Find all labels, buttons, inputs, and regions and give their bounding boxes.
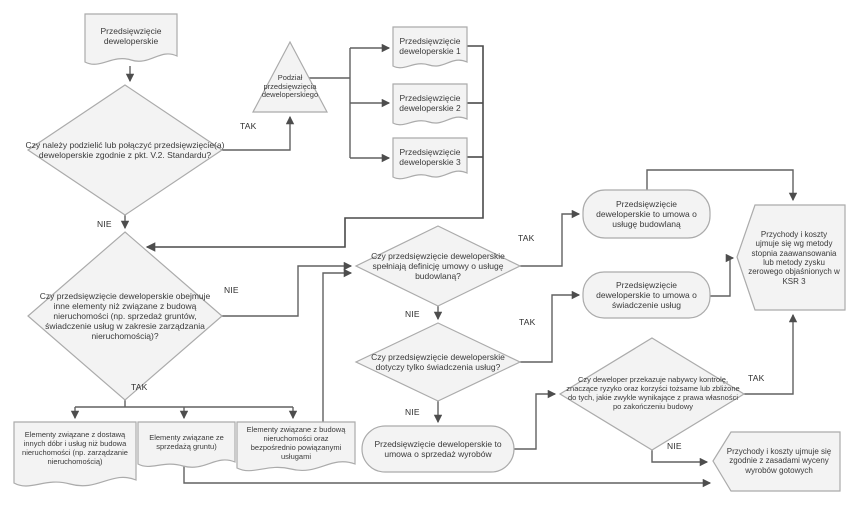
project2-doc-shape bbox=[393, 84, 467, 125]
edge-services-to-ksr3 bbox=[710, 258, 733, 296]
construction-contract-shape bbox=[583, 190, 710, 238]
qservices-diamond: Czy przedsięwzięcie deweloperskie dotyczy tylko świadczenia usług? bbox=[371, 351, 505, 372]
split-triangle: Podział przedsięwzięcia deweloperskiego bbox=[261, 72, 319, 100]
label-qsplit-no: NIE bbox=[97, 219, 112, 229]
goods-contract: Przedsięwzięcie deweloperskie to umowa o sprzedaż wyrobów bbox=[374, 438, 502, 459]
goods-contract-shape bbox=[362, 426, 514, 472]
qcontrol-diamond-shape bbox=[560, 338, 744, 450]
edge-qservices-yes bbox=[520, 295, 579, 362]
qsplit-diamond: Czy należy podzielić lub połączyć przedsięwzięcie(a) deweloperskie zgodnie z pkt. V.2. Standardu? bbox=[25, 139, 225, 160]
project2-doc: Przedsięwzięcie deweloperskie 2 bbox=[399, 92, 461, 113]
qconstruction-diamond-shape bbox=[356, 226, 520, 306]
label-qconstruction-no: NIE bbox=[405, 309, 420, 319]
method-goods: Przychody i koszty ujmuje się zgodnie z zasadami wyceny wyrobów gotowych bbox=[726, 446, 832, 475]
services-contract: Przedsięwzięcie deweloperskie to umowa o świadczenie usług bbox=[596, 279, 697, 310]
split-triangle-shape bbox=[253, 42, 327, 112]
elements-building-doc-shape bbox=[237, 422, 355, 471]
qsplit-diamond-shape bbox=[28, 85, 222, 215]
label-qconstruction-yes: TAK bbox=[518, 233, 535, 243]
qservices-diamond-shape bbox=[356, 323, 520, 401]
project1-doc-shape bbox=[393, 27, 467, 68]
project3-doc: Przedsięwzięcie deweloperskie 3 bbox=[399, 146, 461, 167]
label-qelements-no: NIE bbox=[224, 285, 239, 295]
services-contract-shape bbox=[583, 272, 710, 318]
qelements-diamond-shape bbox=[28, 232, 222, 400]
elements-other-doc: Elementy związane z dostawą innych dóbr i usług niż budowa nieruchomości (np. zarządzanie nieruchomością) bbox=[22, 430, 128, 466]
method-goods-shape bbox=[713, 432, 840, 491]
elements-land-doc: Elementy związane ze sprzedażą gruntu) bbox=[149, 433, 224, 451]
method-ksr3: Przychody i koszty ujmuje się wg metody stopnia zaawansowania lub metody zysku zerowego objaśnionych w KSR 3 bbox=[748, 229, 840, 286]
edge-qcontrol-no-to-goodsmethod bbox=[652, 450, 707, 462]
label-qsplit-yes: TAK bbox=[240, 121, 257, 131]
elements-other-doc-shape bbox=[14, 422, 136, 486]
label-qservices-no: NIE bbox=[405, 407, 420, 417]
qcontrol-diamond: Czy deweloper przekazuje nabywcy kontrolę, znaczące ryzyko oraz korzyści tożsame lub zbliżone do tych, jakie zwykle wynikające z prawa własności po zakończeniu budowy bbox=[566, 375, 740, 411]
elements-land-doc-shape bbox=[138, 422, 235, 467]
label-qcontrol-no: NIE bbox=[667, 441, 682, 451]
label-qelements-yes: TAK bbox=[131, 382, 148, 392]
start-doc: Przedsięwzięcie deweloperskie bbox=[100, 25, 162, 46]
construction-contract: Przedsięwzięcie deweloperskie to umowa o usługę budowlaną bbox=[596, 198, 697, 229]
label-qcontrol-yes: TAK bbox=[748, 373, 765, 383]
project3-doc-shape bbox=[393, 138, 467, 179]
elements-building-doc: Elementy związane z budową nieruchomości oraz bezpośrednio powiązanymi usługami bbox=[246, 425, 346, 461]
label-qservices-yes: TAK bbox=[519, 317, 536, 327]
qelements-diamond: Czy przedsięwzięcie deweloperskie obejmuje inne elementy niż związane z budową nieruchomości (np. sprzedaż gruntów, świadczenie usług w zakresie zarządzania nieruchomością)? bbox=[39, 290, 211, 342]
project1-doc: Przedsięwzięcie deweloperskie 1 bbox=[399, 35, 461, 56]
edge-building-to-qconstruction bbox=[323, 273, 351, 422]
edge-goods-to-qcontrol bbox=[514, 394, 555, 449]
qconstruction-diamond: Czy przedsięwzięcie deweloperskie spełniają definicję umowy o usługę budowlaną? bbox=[371, 250, 505, 281]
method-ksr3-shape bbox=[737, 205, 845, 310]
start-doc-shape bbox=[85, 14, 177, 64]
